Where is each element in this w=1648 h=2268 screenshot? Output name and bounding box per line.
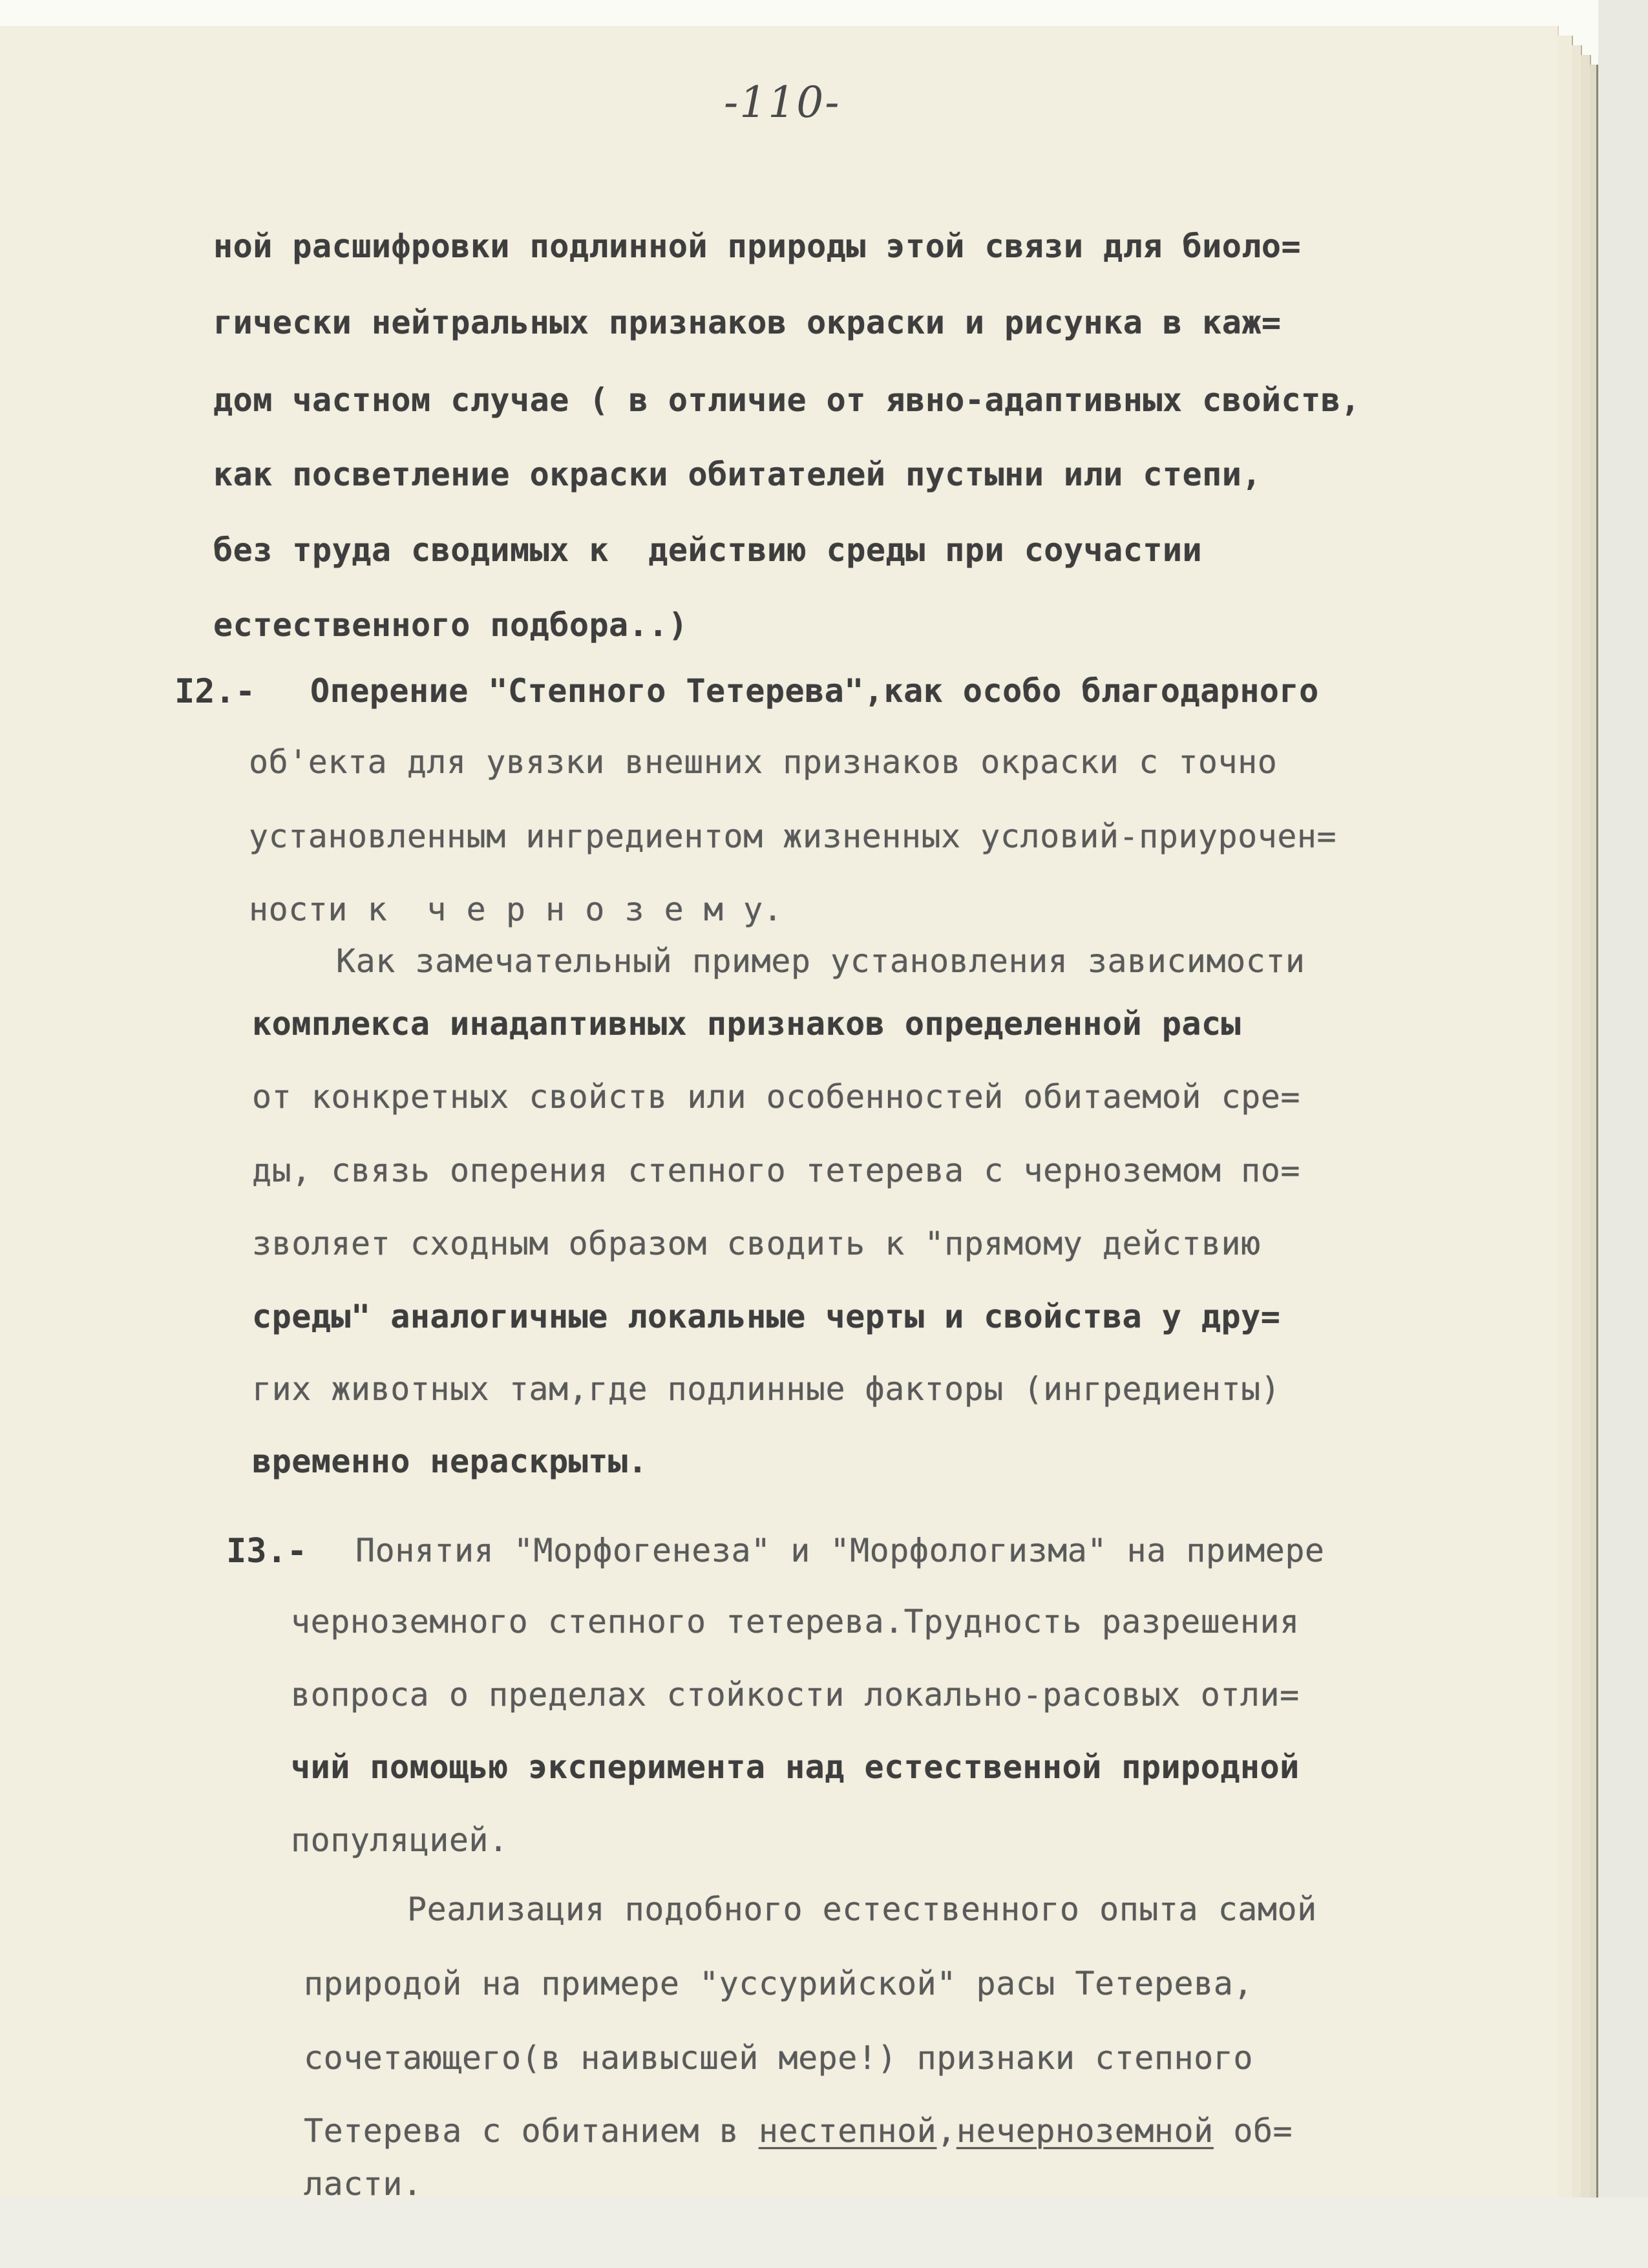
text-line: ности к ч е р н о з е м у.: [249, 891, 783, 928]
text-line: естественного подбора..): [213, 606, 688, 644]
text-fragment: ,: [936, 2112, 956, 2150]
text-fragment: об=: [1213, 2112, 1293, 2150]
text-line: без труда сводимых к действию среды при соучастии: [213, 531, 1203, 569]
text-line: [304, 2112, 1293, 2150]
text-line: среды" аналогичные локальные черты и свойства у дру=: [252, 1298, 1281, 1335]
text-line: как посветление окраски обитателей пустыни или степи,: [213, 456, 1262, 493]
text-line: Оперение "Степного Тетерева",как особо благодарного: [310, 672, 1319, 710]
text-line: Понятия "Морфогенеза" и "Морфологизма" на примере: [355, 1532, 1325, 1569]
text-fragment: Тетерева с обитанием в: [304, 2112, 759, 2150]
text-line: ды, связь оперения степного тетерева с черноземом по=: [252, 1152, 1300, 1189]
text-line: сочетающего(в наивысшей мере!) признаки степного: [304, 2039, 1253, 2077]
text-line: гих животных там,где подлинные факторы (ингредиенты): [252, 1370, 1281, 1408]
sheet-edge: [1558, 36, 1573, 2217]
text-line: дом частном случае ( в отличие от явно-адаптивных свойств,: [213, 381, 1360, 419]
text-line: временно нераскрыты.: [252, 1443, 648, 1480]
text-line: от конкретных свойств или особенностей обитаемой сре=: [252, 1078, 1300, 1116]
underlined-word: нечерноземной: [956, 2112, 1214, 2150]
text-line: комплекса инадаптивных признаков определенной расы: [252, 1005, 1241, 1043]
text-line: об'екта для увязки внешних признаков окраски с точно: [249, 743, 1278, 781]
text-line: чий помощью эксперимента над естественной природной: [291, 1748, 1300, 1786]
scanner-bottom: [0, 2198, 1648, 2268]
item-number-12: I2.-: [174, 672, 256, 711]
text-line: ласти.: [304, 2165, 423, 2203]
text-line: ной расшифровки подлинной природы этой связи для биоло=: [213, 228, 1302, 265]
page-number: -110-: [724, 78, 841, 127]
text-line: Реализация подобного естественного опыта самой: [407, 1891, 1317, 1928]
text-line: черноземного степного тетерева.Трудность разрешения: [291, 1603, 1300, 1640]
text-line: гически нейтральных признаков окраски и рисунка в каж=: [213, 304, 1282, 341]
sheet-edge: [1590, 65, 1598, 2204]
scanner-border: [1598, 0, 1648, 2268]
text-line: Как замечательный пример установления зависимости: [336, 942, 1305, 980]
text-line: природой на примере "уссурийской" расы Тетерева,: [304, 1965, 1253, 2002]
text-line: вопроса о пределах стойкости локально-расовых отли=: [291, 1676, 1300, 1713]
text-line: зволяет сходным образом сводить к "прямому действию: [252, 1225, 1261, 1262]
text-line: установленным ингредиентом жизненных условий-приурочен=: [249, 818, 1337, 855]
text-line: популяцией.: [291, 1821, 509, 1859]
underlined-word: нестепной: [758, 2112, 937, 2150]
item-number-13: I3.-: [226, 1532, 308, 1571]
